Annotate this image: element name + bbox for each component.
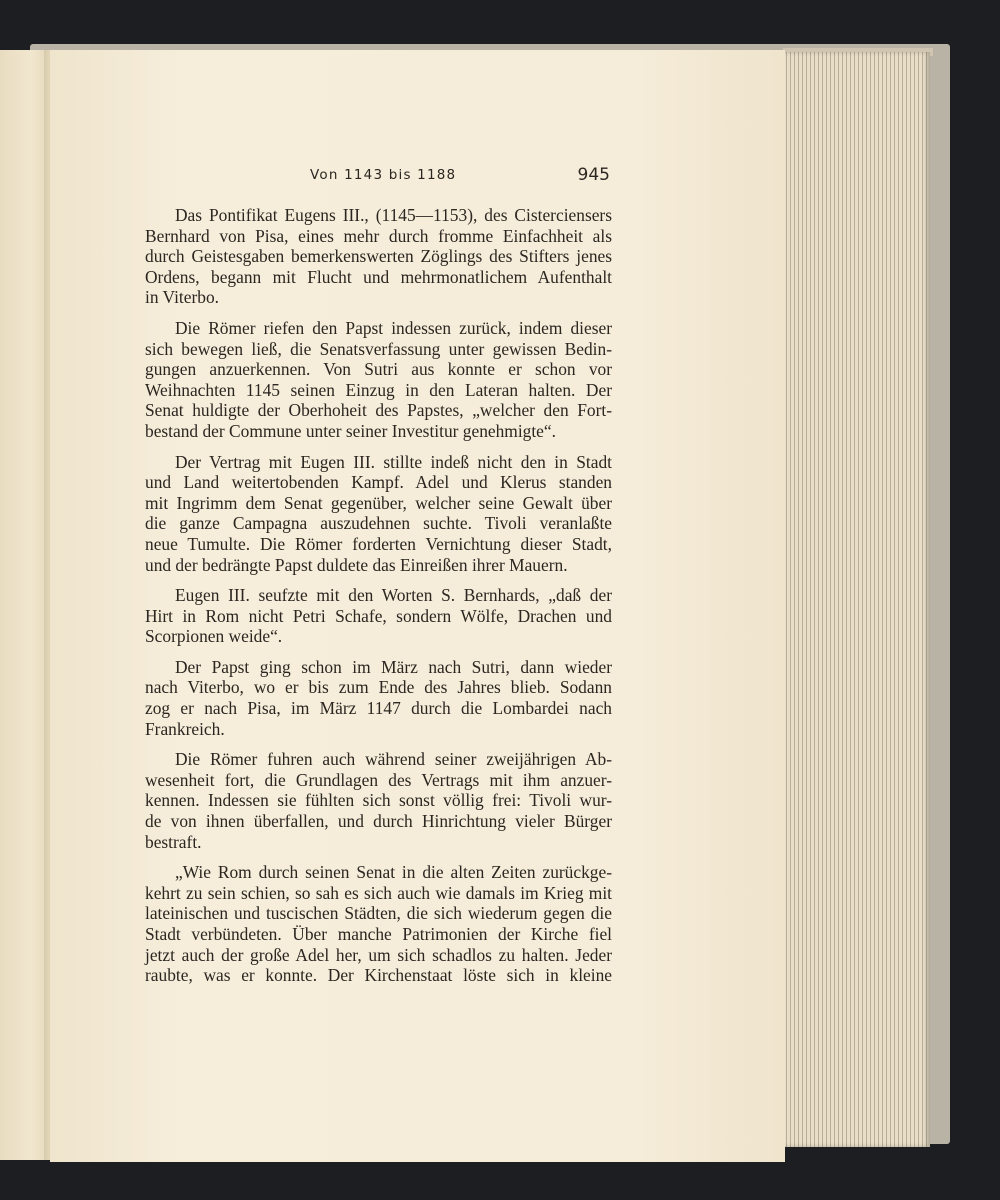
text-line: sich bewegen ließ, die Senatsverfassung unter gewissen Bedin- [145, 338, 612, 359]
page-number: 945 [577, 165, 610, 185]
text-line: kennen. Indessen sie fühlten sich sonst völlig frei: Tivoli wur- [145, 790, 612, 811]
text-line: nach Viterbo, wo er bis zum Ende des Jahres blieb. Sodann [145, 677, 612, 698]
text-line: durch Geistesgaben bemerkenswerten Zöglings des Stifters jenes [145, 246, 612, 267]
text-line: bestraft. [145, 831, 202, 852]
text-line: lateinischen und tuscischen Städten, die sich wiederum gegen die [145, 903, 612, 924]
text-line: und der bedrängte Papst duldete das Einreißen ihrer Mauern. [145, 554, 568, 575]
text-line: „Wie Rom durch seinen Senat in die alten Zeiten zurückge- [175, 862, 612, 883]
page-text-block [145, 163, 612, 996]
paragraph [145, 205, 612, 308]
page-stack-edges [783, 52, 930, 1147]
paragraph [145, 452, 612, 576]
paragraph [145, 585, 612, 647]
text-line: bestand der Commune unter seiner Investitur genehmigte“. [145, 420, 556, 441]
text-line: Der Papst ging schon im März nach Sutri, dann wieder [175, 656, 612, 677]
text-line: die ganze Campagna auszudehnen suchte. Tivoli veranlaßte [145, 513, 612, 534]
text-line: gungen anzuerkennen. Von Sutri aus konnte er schon vor [145, 359, 612, 380]
text-line: raubte, was er konnte. Der Kirchenstaat löste sich in kleine [145, 965, 612, 986]
text-line: Scorpionen weide“. [145, 626, 283, 647]
text-line: Senat huldigte der Oberhoheit des Papstes, „welcher den Fort- [145, 400, 612, 421]
text-line: Die Römer fuhren auch während seiner zweijährigen Ab- [175, 749, 612, 770]
running-head-title: Von 1143 bis 1188 [310, 167, 457, 183]
paragraph [145, 862, 612, 986]
text-line: Das Pontifikat Eugens III., (1145—1153), des Cisterciensers [175, 205, 612, 225]
paragraph [145, 318, 612, 442]
text-line: neue Tumulte. Die Römer forderten Vernichtung dieser Stadt, [145, 533, 612, 554]
text-line: mit Ingrimm dem Senat gegenüber, welcher seine Gewalt über [145, 492, 612, 513]
text-line: de von ihnen überfallen, und durch Hinrichtung vieler Bürger [145, 811, 612, 832]
text-line: Hirt in Rom nicht Petri Schafe, sondern Wölfe, Drachen und [145, 605, 612, 626]
paragraph [145, 657, 612, 739]
text-line: Frankreich. [145, 718, 225, 739]
paragraph [145, 749, 612, 852]
text-line: Eugen III. seufzte mit den Worten S. Bernhards, „daß der [175, 585, 612, 606]
text-line: Stadt verbündeten. Über manche Patrimonien der Kirche fiel [145, 924, 612, 944]
running-head [145, 163, 612, 193]
text-line: Der Vertrag mit Eugen III. stillte indeß nicht den in Stadt [175, 451, 612, 472]
text-line: jetzt auch der große Adel her, um sich schadlos zu halten. Jeder [145, 944, 612, 965]
text-line: Bernhard von Pisa, eines mehr durch fromme Einfachheit als [145, 225, 612, 246]
text-line: Ordens, begann mit Flucht und mehrmonatlichem Aufenthalt [145, 266, 612, 287]
text-line: kehrt zu sein schien, so sah es sich auch wie damals im Krieg mit [145, 882, 612, 903]
text-line: Weihnachten 1145 seinen Einzug in den Lateran halten. Der [145, 379, 612, 400]
text-line: zog er nach Pisa, im März 1147 durch die Lombardei nach [145, 698, 612, 719]
body-text [145, 205, 612, 986]
text-line: Die Römer riefen den Papst indessen zurück, indem dieser [175, 317, 612, 338]
text-line: in Viterbo. [145, 287, 219, 308]
text-line: wesenheit fort, die Grundlagen des Vertrags mit ihm anzuer- [145, 769, 612, 790]
text-line: und Land weitertobenden Kampf. Adel und Klerus standen [145, 472, 612, 493]
